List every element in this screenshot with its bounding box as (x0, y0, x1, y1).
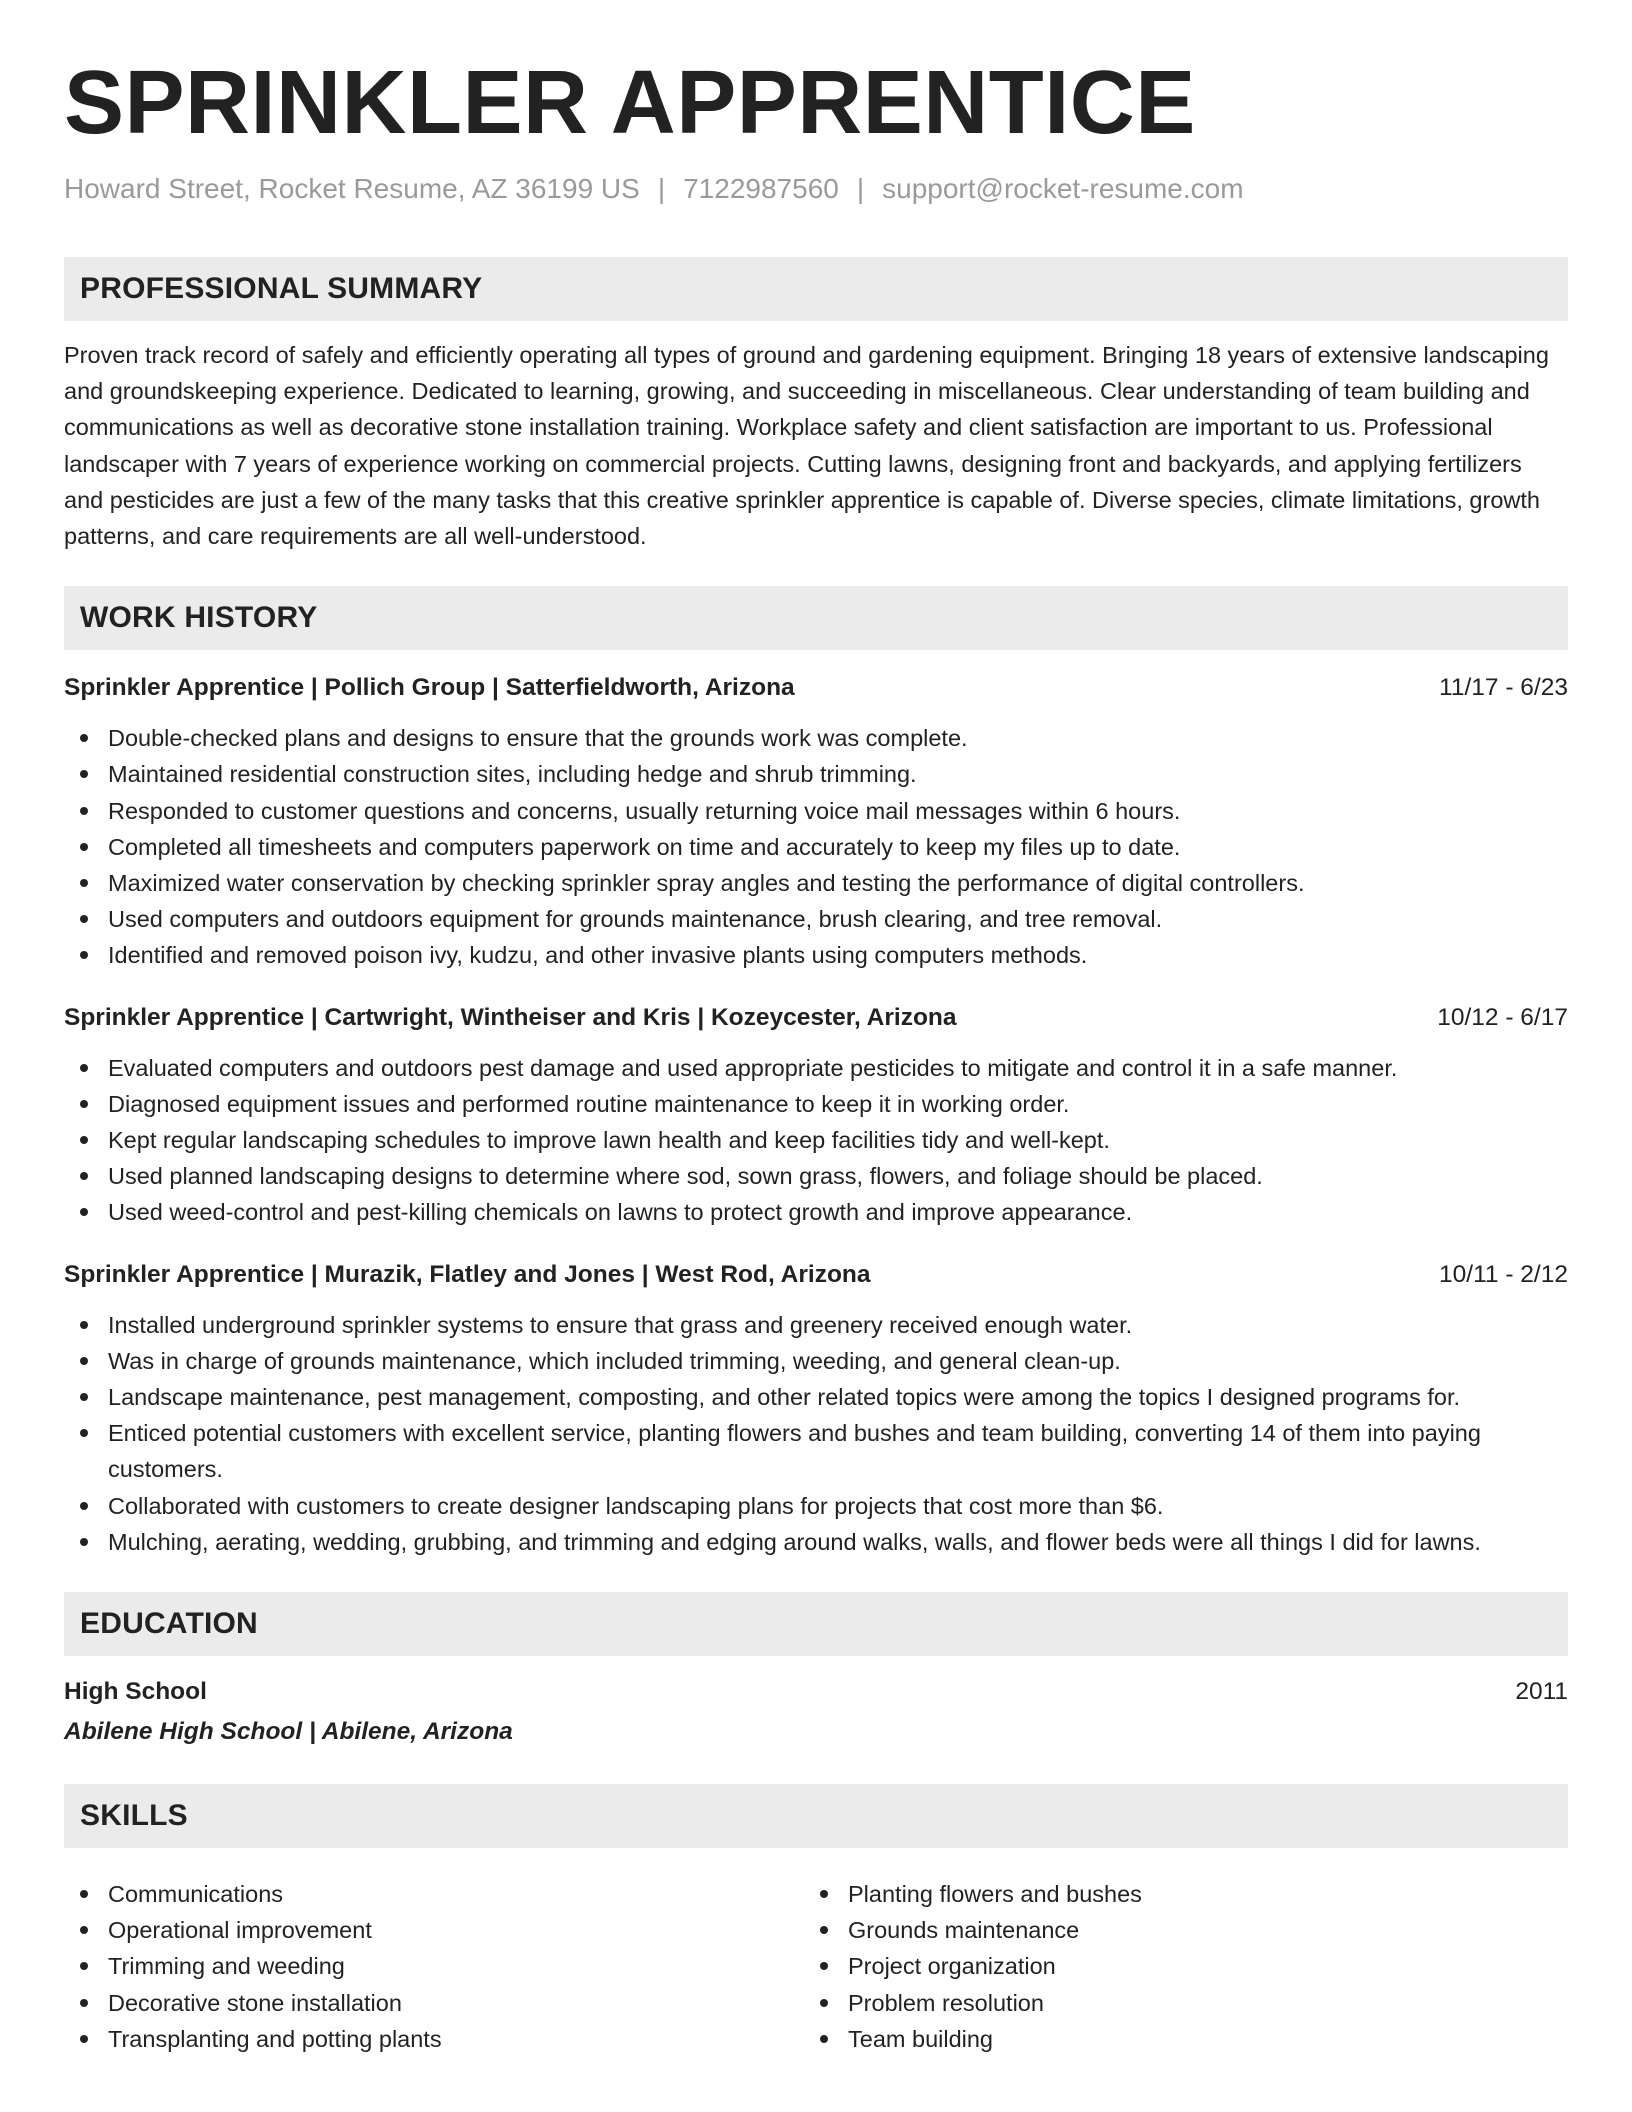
list-item: Identified and removed poison ivy, kudzu, and other invasive plants using computers methods. (64, 937, 1568, 973)
skill-item: Grounds maintenance (804, 1912, 1544, 1948)
job-bullets (64, 1050, 1568, 1231)
list-item: Kept regular landscaping schedules to improve lawn health and keep facilities tidy and well-kept. (64, 1122, 1568, 1158)
contact-line (64, 171, 1568, 207)
list-item: Completed all timesheets and computers paperwork on time and accurately to keep my files up to date. (64, 829, 1568, 865)
skill-item: Transplanting and potting plants (64, 2021, 804, 2057)
contact-address: Howard Street, Rocket Resume, AZ 36199 US (64, 172, 640, 204)
work-heading: WORK HISTORY (80, 601, 318, 635)
job-bullets (64, 1307, 1568, 1560)
list-item: Collaborated with customers to create designer landscaping plans for projects that cost more than $6. (64, 1488, 1568, 1524)
skill-item: Decorative stone installation (64, 1985, 804, 2021)
list-item: Maintained residential construction sites, including hedge and shrub trimming. (64, 756, 1568, 792)
list-item: Double-checked plans and designs to ensure that the grounds work was complete. (64, 720, 1568, 756)
job-entry (64, 670, 1568, 973)
list-item: Maximized water conservation by checking sprinkler spray angles and testing the performance of digital controllers. (64, 865, 1568, 901)
skills-heading: SKILLS (80, 1798, 188, 1832)
list-item: Enticed potential customers with excellent service, planting flowers and bushes and team building, converting 14 of them into paying customers. (64, 1415, 1568, 1487)
job-entry (64, 1000, 1568, 1231)
job-dates: 10/11 - 2/12 (1439, 1260, 1568, 1288)
contact-email: support@rocket-resume.com (882, 172, 1244, 204)
list-item: Landscape maintenance, pest management, composting, and other related topics were among the topics I designed programs for. (64, 1379, 1568, 1415)
list-item: Used weed-control and pest-killing chemicals on lawns to protect growth and improve appearance. (64, 1194, 1568, 1230)
contact-separator: | (856, 172, 865, 204)
education-school: Abilene High School | Abilene, Arizona (64, 1717, 513, 1745)
job-title: Sprinkler Apprentice | Pollich Group | Satterfieldworth, Arizona (64, 674, 795, 702)
job-dates: 11/17 - 6/23 (1439, 674, 1568, 702)
work-section-header (64, 586, 1568, 650)
job-header (64, 670, 1568, 706)
job-entry (64, 1257, 1568, 1560)
education-heading: EDUCATION (80, 1606, 258, 1640)
skill-item: Problem resolution (804, 1985, 1544, 2021)
skill-item: Team building (804, 2021, 1544, 2057)
education-entry (64, 1674, 1568, 1750)
summary-heading: PROFESSIONAL SUMMARY (80, 271, 483, 305)
job-header (64, 1000, 1568, 1036)
summary-section-header (64, 257, 1568, 321)
skills-list-left (64, 1876, 804, 2057)
candidate-name: SPRINKLER APPRENTICE (64, 53, 1196, 153)
skill-item: Project organization (804, 1948, 1544, 1984)
list-item: Installed underground sprinkler systems to ensure that grass and greenery received enough water. (64, 1307, 1568, 1343)
list-item: Used planned landscaping designs to determine where sod, sown grass, flowers, and foliage should be placed. (64, 1158, 1568, 1194)
list-item: Was in charge of grounds maintenance, which included trimming, weeding, and general clean-up. (64, 1343, 1568, 1379)
skill-item: Planting flowers and bushes (804, 1876, 1544, 1912)
list-item: Mulching, aerating, wedding, grubbing, and trimming and edging around walks, walls, and flower beds were all things I did for lawns. (64, 1524, 1568, 1560)
skills-columns (64, 1862, 1568, 2057)
list-item: Diagnosed equipment issues and performed routine maintenance to keep it in working order. (64, 1086, 1568, 1122)
list-item: Used computers and outdoors equipment for grounds maintenance, brush clearing, and tree removal. (64, 901, 1568, 937)
education-header (64, 1674, 1568, 1710)
summary-text: Proven track record of safely and efficiently operating all types of ground and gardening equipment. Bringing 18 years of extensive landscaping and groundskeeping experience. Dedicated to learning, growing, and succeeding in miscellaneous. Clear understanding of team building and communications as well as decorative stone installation training. Workplace safety and client satisfaction are important to us. Professional landscaper with 7 years of experience working on commercial projects. Cutting lawns, designing front and backyards, and applying fertilizers and pesticides are just a few of the many tasks that this creative sprinkler apprentice is capable of. Diverse species, climate limitations, growth patterns, and care requirements are all well-understood. (64, 341, 1549, 549)
list-item: Responded to customer questions and concerns, usually returning voice mail messages within 6 hours. (64, 793, 1568, 829)
list-item: Evaluated computers and outdoors pest damage and used appropriate pesticides to mitigate and control it in a safe manner. (64, 1050, 1568, 1086)
job-bullets (64, 720, 1568, 973)
job-title: Sprinkler Apprentice | Cartwright, Wintheiser and Kris | Kozeycester, Arizona (64, 1003, 957, 1031)
contact-separator: | (657, 172, 666, 204)
education-section-header (64, 1592, 1568, 1656)
education-degree: High School (64, 1677, 207, 1705)
contact-phone: 7122987560 (683, 172, 839, 204)
skill-item: Operational improvement (64, 1912, 804, 1948)
job-dates: 10/12 - 6/17 (1437, 1003, 1568, 1031)
job-title: Sprinkler Apprentice | Murazik, Flatley and Jones | West Rod, Arizona (64, 1260, 871, 1288)
skill-item: Communications (64, 1876, 804, 1912)
job-header (64, 1257, 1568, 1293)
skills-section-header (64, 1784, 1568, 1848)
skill-item: Trimming and weeding (64, 1948, 804, 1984)
skills-list-right (804, 1876, 1544, 2057)
education-year: 2011 (1515, 1677, 1568, 1705)
